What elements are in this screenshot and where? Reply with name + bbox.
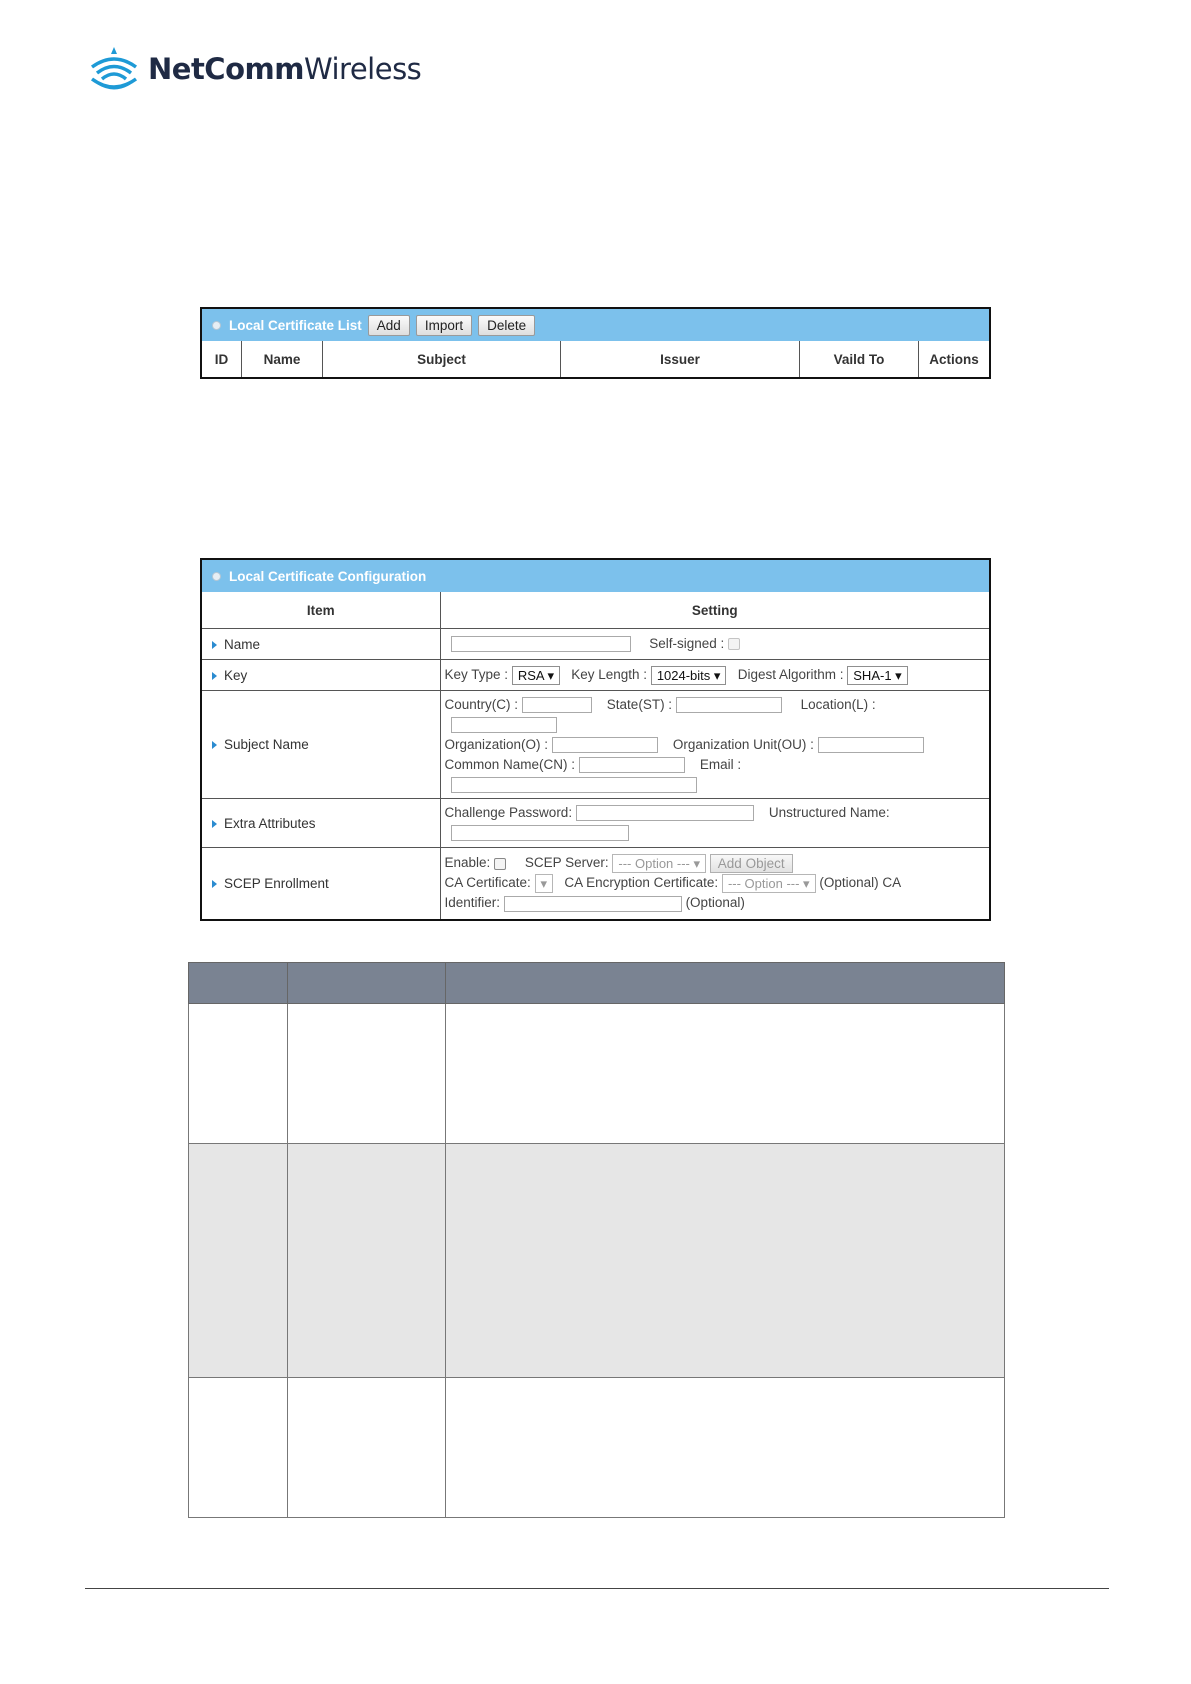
name-item: Name <box>202 629 440 660</box>
location-input[interactable] <box>451 717 557 733</box>
panel-title: Local Certificate Configuration <box>229 568 427 584</box>
scep-enrollment-item: SCEP Enrollment <box>202 848 440 919</box>
panel-title: Local Certificate List <box>229 317 362 333</box>
organization-unit-input[interactable] <box>818 737 924 753</box>
scep-server-label: SCEP Server: <box>524 855 609 871</box>
organization-unit-label: Organization Unit(OU) : <box>672 736 814 752</box>
ca-certificate-select[interactable]: ▾ <box>535 874 554 893</box>
key-type-select[interactable]: RSA ▾ <box>512 666 560 685</box>
country-input[interactable] <box>522 697 592 713</box>
arrow-right-icon <box>212 672 217 680</box>
subject-name-row <box>202 691 989 799</box>
ca-certificate-label: CA Certificate: <box>444 875 531 891</box>
panel-bullet-icon <box>212 572 221 581</box>
configuration-table <box>202 592 989 919</box>
optional-label: (Optional) <box>685 895 745 911</box>
optional-ca-label: (Optional) CA <box>819 875 902 891</box>
subject-name-item: Subject Name <box>202 691 440 799</box>
table-row <box>189 1144 1005 1378</box>
email-input[interactable] <box>451 777 697 793</box>
enable-label: Enable: <box>444 855 491 871</box>
certificate-list-table <box>202 341 989 377</box>
common-name-input[interactable] <box>579 757 685 773</box>
key-length-select[interactable]: 1024-bits ▾ <box>651 666 727 685</box>
name-input[interactable] <box>451 636 631 652</box>
item-header: Item <box>202 592 440 629</box>
enable-checkbox[interactable] <box>494 858 506 870</box>
delete-button[interactable]: Delete <box>478 315 535 336</box>
key-length-label: Key Length : <box>571 667 648 682</box>
email-label: Email : <box>699 756 742 772</box>
arrow-right-icon <box>212 741 217 749</box>
extra-attributes-item: Extra Attributes <box>202 799 440 848</box>
col-issuer: Issuer <box>561 341 800 377</box>
setting-header: Setting <box>691 602 738 618</box>
challenge-password-label: Challenge Password: <box>444 805 573 820</box>
col-actions: Actions <box>929 351 979 367</box>
extra-attributes-row <box>202 799 989 848</box>
table-row <box>189 1004 1005 1144</box>
state-label: State(ST) : <box>606 696 673 712</box>
import-button[interactable]: Import <box>416 315 472 336</box>
wifi-signal-icon <box>88 45 140 93</box>
country-label: Country(C) : <box>444 696 519 712</box>
ca-encryption-certificate-label: CA Encryption Certificate: <box>564 875 719 891</box>
self-signed-checkbox[interactable] <box>728 638 740 650</box>
identifier-input[interactable] <box>504 896 682 912</box>
col-name: Name <box>242 341 323 377</box>
state-input[interactable] <box>676 697 782 713</box>
digest-label: Digest Algorithm : <box>737 667 844 682</box>
panel-bullet-icon <box>212 321 221 330</box>
description-header-row <box>189 963 1005 1004</box>
ca-encryption-certificate-select[interactable]: --- Option --- ▾ <box>722 874 816 893</box>
local-certificate-list-panel <box>200 307 991 379</box>
local-certificate-configuration-panel <box>200 558 991 921</box>
arrow-right-icon <box>212 641 217 649</box>
key-item: Key <box>202 660 440 691</box>
panel-header <box>202 560 989 592</box>
col-id: ID <box>202 341 242 377</box>
col-valid-to: Vaild To <box>800 341 919 377</box>
unstructured-name-label: Unstructured Name: <box>768 805 890 820</box>
description-table <box>188 962 1005 1518</box>
scep-enrollment-row <box>202 848 989 919</box>
footer-divider <box>85 1588 1109 1589</box>
col-subject: Subject <box>323 341 561 377</box>
organization-input[interactable] <box>552 737 658 753</box>
arrow-right-icon <box>212 880 217 888</box>
identifier-label: Identifier: <box>444 895 501 911</box>
challenge-password-input[interactable] <box>576 805 754 821</box>
panel-header <box>202 309 989 341</box>
table-row <box>189 1378 1005 1518</box>
add-button[interactable]: Add <box>368 315 410 336</box>
add-object-button[interactable]: Add Object <box>710 854 793 873</box>
key-row <box>202 660 989 691</box>
digest-select[interactable]: SHA-1 ▾ <box>847 666 907 685</box>
scep-server-select[interactable]: --- Option --- ▾ <box>612 854 706 873</box>
organization-label: Organization(O) : <box>444 736 549 752</box>
key-type-label: Key Type : <box>444 667 509 682</box>
brand-wordmark: NetCommWireless <box>148 52 422 86</box>
name-row <box>202 629 989 660</box>
arrow-right-icon <box>212 820 217 828</box>
common-name-label: Common Name(CN) : <box>444 756 576 772</box>
netcomm-logo <box>88 44 421 94</box>
location-label: Location(L) : <box>800 696 876 712</box>
self-signed-label: Self-signed : <box>649 636 725 651</box>
unstructured-name-input[interactable] <box>451 825 629 841</box>
